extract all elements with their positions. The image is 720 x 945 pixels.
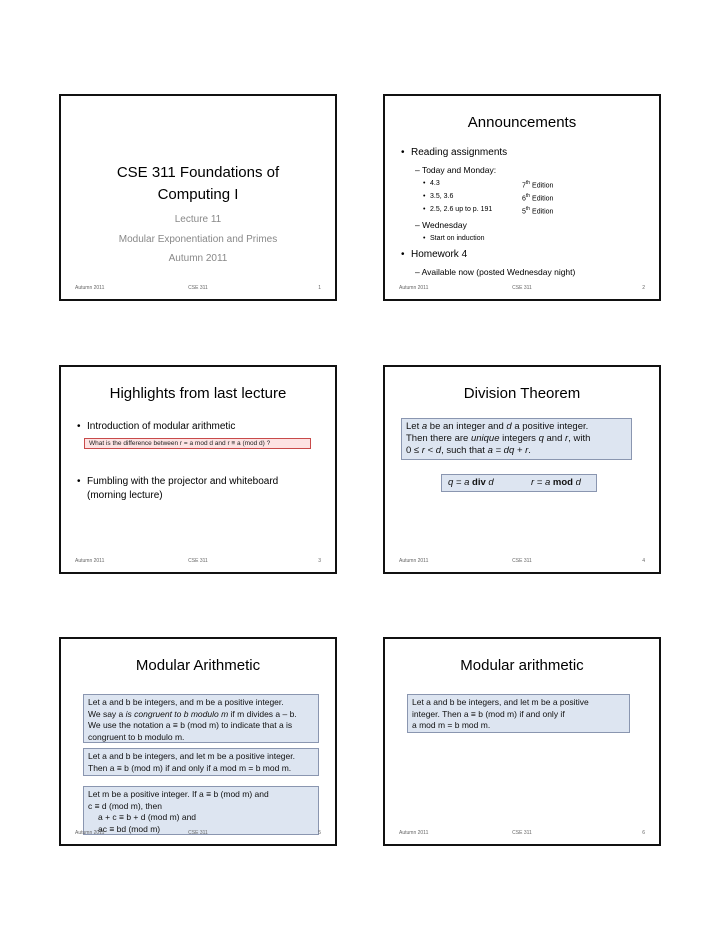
edition-label: 5th Edition [522,206,554,216]
definition-box: Let a and b be integers, and m be a positive integer. We say a is congruent to b modulo m if m divides a – b. We use the notation a ≡ b (mod m) to indicate that a is congruent to b modulo m. [83,694,319,743]
slide-title: Highlights from last lecture [109,385,287,402]
edition-label: 6th Edition [522,193,554,203]
sub-bullet: – Today and Monday: [415,165,497,175]
slide-footer: Autumn 2011 CSE 311 4 [399,558,645,564]
slide-footer: Autumn 2011 CSE 311 3 [75,558,321,564]
slide-footer: Autumn 2011 CSE 311 6 [399,830,645,836]
bullet: • Reading assignments [401,147,508,158]
slide-title: Modular Arithmetic [135,657,261,674]
bullet: • Introduction of modular arithmetic [77,421,236,432]
bullet: • Homework 4 [401,249,468,260]
edition-label: 7th Edition [522,180,554,190]
bullet: • Fumbling with the projector and whiteboard (morning lecture) [77,476,279,501]
reading-item: • 4.3 [423,180,440,187]
theorem-box: Let a and b be integers, and let m be a positive integer. Then a ≡ b (mod m) if and only if a mod m = b mod m. [407,694,630,733]
slide-title: Modular arithmetic [460,657,584,674]
slide-footer: Autumn 2011 CSE 311 2 [399,285,645,291]
slide-footer: Autumn 2011 CSE 311 1 [75,285,321,291]
reading-item: • Start on induction [423,235,485,242]
theorem-box: Let a and b be integers, and let m be a positive integer. Then a ≡ b (mod m) if and only if a mod m = b mod m. [83,748,319,776]
reading-item: • 3.5, 3.6 [423,193,454,200]
slide-2 [383,94,661,301]
slide-footer: Autumn 2011 CSE 311 5 [75,830,321,836]
lecture-topic: Modular Exponentiation and Primes [118,234,278,245]
slide-4 [383,365,661,574]
slide-title: Division Theorem [463,385,581,402]
sub-bullet: – Available now (posted Wednesday night) [415,267,576,277]
slide-5 [59,637,337,846]
lecture-number: Lecture 11 [174,214,222,225]
theorem-box: Let a be an integer and d a positive integer. Then there are unique integers q and r, with 0 ≤ r < d, such that a = dq + r. [401,418,632,460]
lecture-term: Autumn 2011 [168,253,228,264]
reading-item: • 2.5, 2.6 up to p. 191 [423,206,493,213]
sub-bullet: – Wednesday [415,220,467,230]
slide-6 [383,637,661,846]
slide-1 [59,94,337,301]
theorem-box: Let m be a positive integer. If a ≡ b (mod m) and c ≡ d (mod m), then a + c ≡ b + d (mod m) and ac ≡ bd (mod m) [83,786,319,835]
slide-1-title: CSE 311 Foundations of Computing I [116,164,280,203]
slide-title: Announcements [467,114,577,131]
slide-3 [59,365,337,574]
div-mod-formula: q = a div d r = a mod d [441,474,597,492]
question-note: What is the difference between r = a mod d and r ≡ a (mod d) ? [84,438,311,449]
